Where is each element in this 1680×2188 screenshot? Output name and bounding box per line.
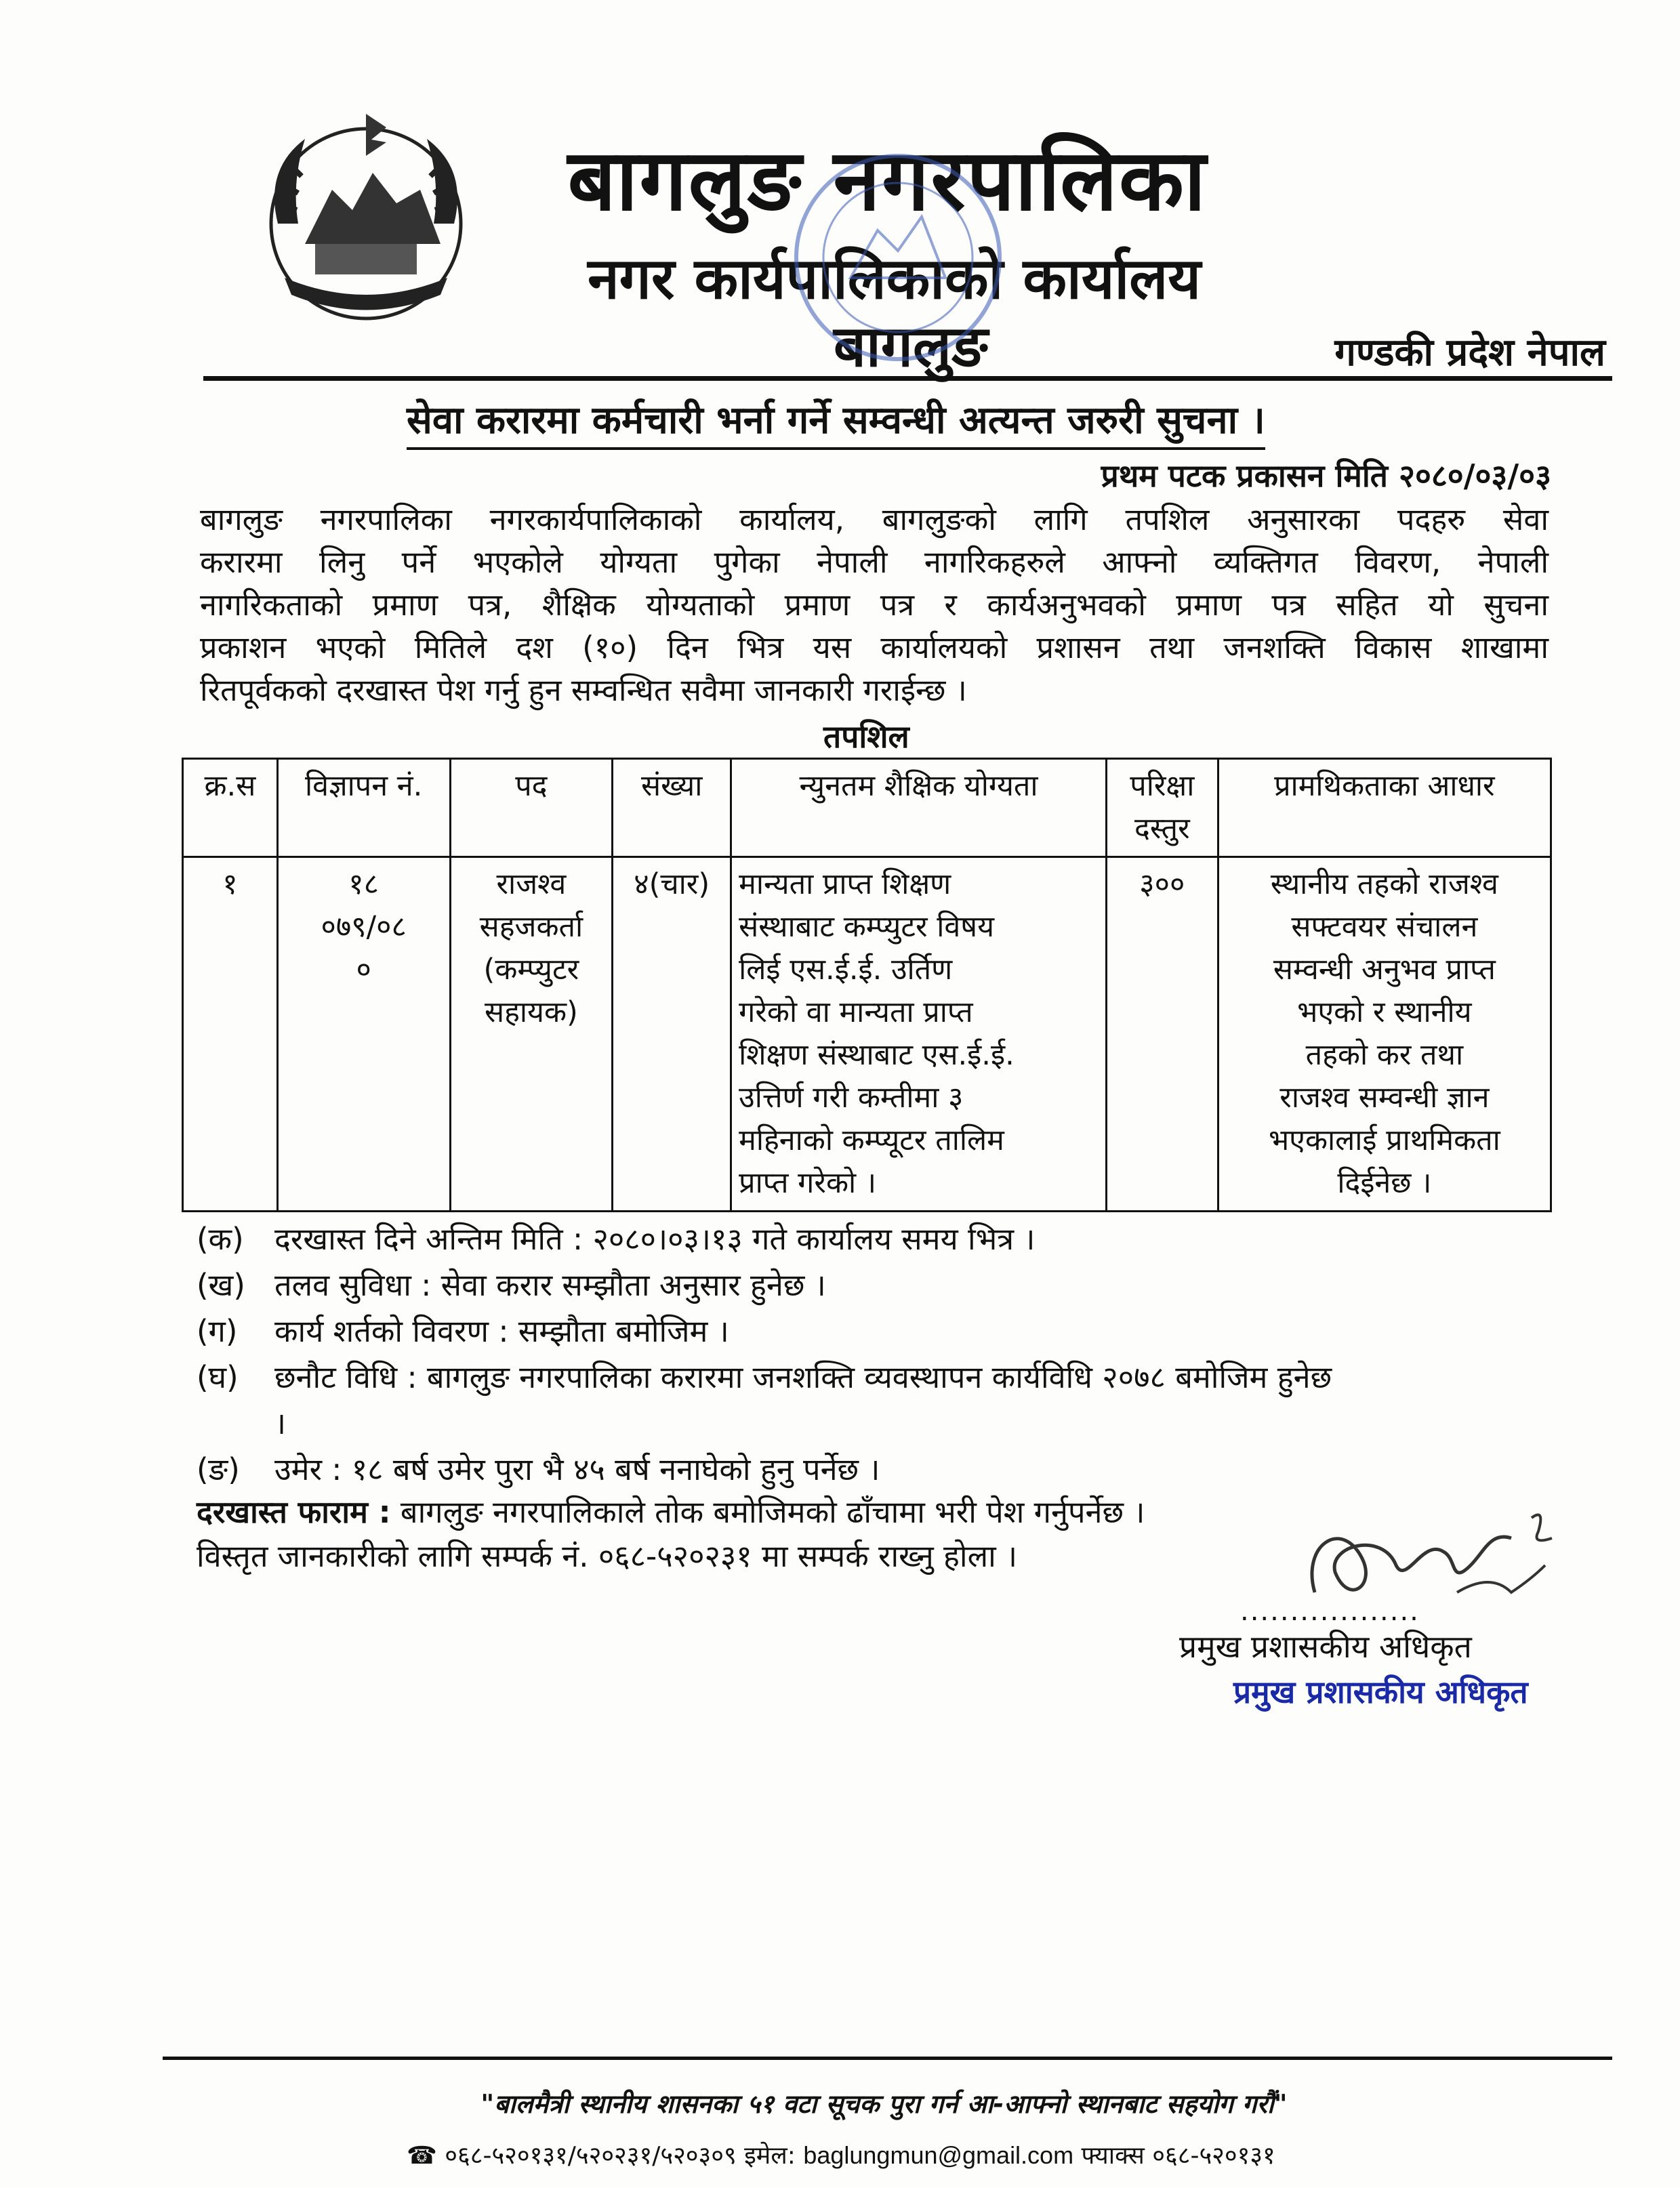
cell-fee: ३०० <box>1106 857 1218 1212</box>
phone-icon: ☎ <box>407 2142 437 2170</box>
condition-key: (घ) <box>197 1359 239 1395</box>
conditions-list <box>197 1216 1552 1493</box>
priority-line: स्थानीय तहको राजश्व <box>1270 867 1498 901</box>
post-line: राजश्व <box>496 867 567 901</box>
condition-text: तलव सुविधा : सेवा करार सम्झौता अनुसार हुनेछ । <box>274 1267 826 1303</box>
table-header-row <box>183 759 1551 857</box>
contact-note: विस्तृत जानकारीको लागि सम्पर्क नं. ०६८-५२०२३१ मा सम्पर्क राख्नु होला । <box>197 1538 1018 1574</box>
header-divider <box>203 376 1612 381</box>
condition-item <box>197 1308 1552 1355</box>
phone-numbers: ०६८-५२०१३१/५२०२३१/५२०३०९ <box>445 2142 737 2170</box>
qualification-line: गरेको वा मान्यता प्राप्त <box>739 995 973 1029</box>
qualification-line: उत्तिर्ण गरी कम्तीमा ३ <box>739 1081 964 1115</box>
cell-priority <box>1218 857 1551 1212</box>
condition-item <box>197 1262 1552 1308</box>
table-row <box>183 857 1551 1212</box>
notice-title: सेवा करारमा कर्मचारी भर्ना गर्ने सम्वन्धी अत्यन्त जरुरी सुचना । <box>407 393 1265 450</box>
priority-line: राजश्व सम्वन्धी ज्ञान <box>1279 1081 1490 1115</box>
priority-line: सफ्टवयर संचालन <box>1291 910 1478 944</box>
qualification-line: शिक्षण संस्थाबाट एस.ई.ई. <box>739 1038 1015 1072</box>
condition-key: (क) <box>197 1221 244 1257</box>
header-ad-no: विज्ञापन नं. <box>277 759 450 857</box>
publication-date: प्रथम पटक प्रकासन मिति २०८०/०३/०३ <box>1101 457 1551 494</box>
priority-line: भएकालाई प्राथमिकता <box>1268 1123 1500 1157</box>
cell-qualification <box>731 857 1107 1212</box>
paragraph-line: प्रकाशन भएको मितिले दश (१०) दिन भित्र यस कार्यालयको प्रशासन तथा जनशक्ति विकास शाखामा <box>200 629 1549 665</box>
condition-item-continuation <box>197 1401 1552 1447</box>
form-note-label: दरखास्त फाराम : <box>197 1494 391 1530</box>
cell-post <box>450 857 613 1212</box>
cell-sn: १ <box>183 857 278 1212</box>
condition-text: । <box>274 1405 287 1441</box>
qualification-line: महिनाको कम्प्यूटर तालिम <box>739 1123 1004 1157</box>
signature-dots: .................. <box>1240 1596 1420 1627</box>
footer-contact <box>407 2138 1275 2171</box>
post-line: सहजकर्ता <box>479 910 583 944</box>
cell-count: ४(चार) <box>613 857 731 1212</box>
condition-item <box>197 1355 1552 1401</box>
condition-item <box>197 1447 1552 1493</box>
condition-text: दरखास्त दिने अन्तिम मिति : २०८०।०३।१३ गते कार्यालय समय भित्र । <box>274 1221 1036 1257</box>
form-note-text: बागलुङ नगरपालिकाले तोक बमोजिमको ढाँचामा भरी पेश गर्नुपर्नेछ । <box>400 1494 1145 1530</box>
condition-text: कार्य शर्तको विवरण : सम्झौता बमोजिम । <box>274 1313 729 1349</box>
condition-item <box>197 1216 1552 1262</box>
footer-slogan: "बालमैत्री स्थानीय शासनका ५१ वटा सूचक पुरा गर्न आ-आफ्नो स्थानबाट सहयोग गरौं" <box>480 2089 1288 2119</box>
qualification-line: लिई एस.ई.ई. उर्तिण <box>739 953 953 987</box>
condition-key: (ङ) <box>197 1451 240 1487</box>
office-subtitle: नगर कार्यपालिकाको कार्यालय <box>588 245 1201 312</box>
post-line: सहायक) <box>485 995 578 1029</box>
table-caption: तपशिल <box>823 718 909 755</box>
paragraph-line: रितपूर्वकको दरखास्त पेश गर्नु हुन सम्वन्धित सवैमा जानकारी गराईन्छ । <box>200 672 967 708</box>
condition-key: (ग) <box>197 1313 238 1349</box>
qualification-line: प्राप्त गरेको । <box>739 1166 877 1200</box>
signatory-title: प्रमुख प्रशासकीय अधिकृत <box>1179 1628 1472 1665</box>
condition-text: छनौट विधि : बागलुङ नगरपालिका करारमा जनशक्ति व्यवस्थापन कार्यविधि २०७८ बमोजिम हुनेछ <box>274 1359 1332 1395</box>
condition-text: उमेर : १८ बर्ष उमेर पुरा भै ४५ बर्ष ननाघेको हुनु पर्नेछ । <box>274 1451 880 1487</box>
header-sn: क्र.स <box>183 759 278 857</box>
paragraph-line: बागलुङ नगरपालिका नगरकार्यपालिकाको कार्यालय, बागलुङको लागि तपशिल अनुसारका पदहरु सेवा <box>200 501 1549 537</box>
header-qualification: न्युनतम शैक्षिक योग्यता <box>731 759 1107 857</box>
fax-label: फ्याक्स <box>1081 2142 1145 2170</box>
qualification-line: संस्थाबाट कम्प्युटर विषय <box>739 910 995 944</box>
qualification-line: मान्यता प्राप्त शिक्षण <box>739 867 951 901</box>
priority-line: दिईनेछ । <box>1337 1166 1432 1200</box>
email-address: baglungmun@gmail.com <box>803 2141 1074 2169</box>
post-line: (कम्प्युटर <box>483 953 579 987</box>
form-note <box>197 1491 1145 1532</box>
fax-number: ०६८-५२०१३१ <box>1152 2142 1275 2170</box>
notice-paragraph <box>200 498 1549 711</box>
signatory-stamp: प्रमुख प्रशासकीय अधिकृत <box>1233 1674 1528 1710</box>
footer-divider <box>163 2057 1612 2060</box>
header-post: पद <box>450 759 613 857</box>
header-count: संख्या <box>613 759 731 857</box>
vacancy-table <box>182 758 1552 1212</box>
ad-no-line: ० <box>356 953 371 987</box>
city-name: बागलुङ <box>834 313 988 379</box>
header-priority: प्रामथिकताका आधार <box>1218 759 1551 857</box>
priority-line: सम्वन्धी अनुभव प्राप्त <box>1273 953 1496 987</box>
priority-line: भएको र स्थानीय <box>1297 995 1472 1029</box>
email-label: इमेल: <box>744 2142 796 2170</box>
official-seal-stamp <box>786 142 1010 373</box>
cell-ad-no <box>277 857 450 1212</box>
header-fee: परिक्षा दस्तुर <box>1106 759 1218 857</box>
ad-no-line: ०७९/०८ <box>321 910 407 944</box>
paragraph-line: करारमा लिनु पर्ने भएकोले योग्यता पुगेका नेपाली नागरिकहरुले आफ्नो व्यक्तिगत विवरण, नेपाली <box>200 544 1549 580</box>
priority-line: तहको कर तथा <box>1305 1038 1464 1072</box>
condition-key: (ख) <box>197 1267 245 1303</box>
ad-no-line: १८ <box>348 867 380 901</box>
municipality-title: बागलुङ नगरपालिका <box>567 131 1208 230</box>
paragraph-line: नागरिकताको प्रमाण पत्र, शैक्षिक योग्यताको प्रमाण पत्र र कार्यअनुभवको प्रमाण पत्र सहित यो सुचना <box>200 587 1549 623</box>
province-name: गण्डकी प्रदेश नेपाल <box>1334 331 1605 375</box>
